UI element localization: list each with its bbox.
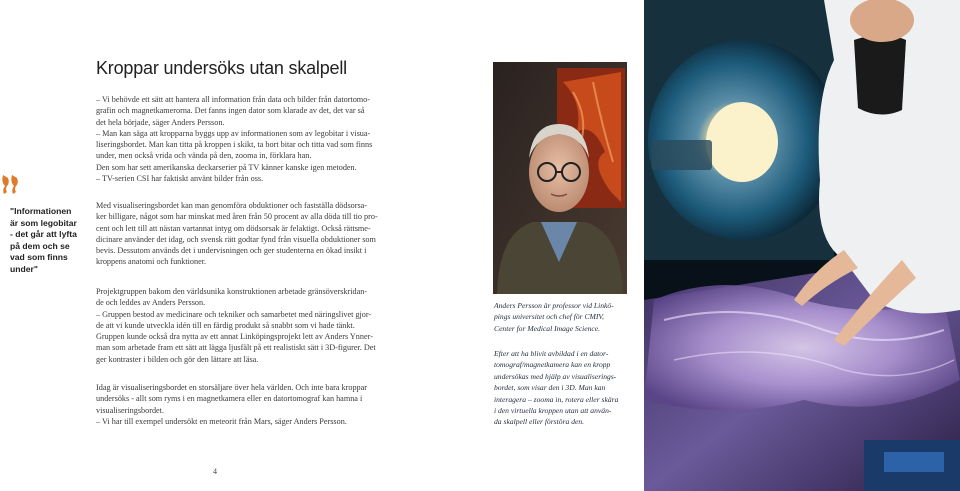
portrait-caption [494,300,634,334]
text-line: Idag är visualiseringsbordet en storsäljare över hela världen. Och inte bara kroppar [96,383,367,392]
visualization-table-photo [644,0,960,491]
caption-line: tomograf/magnetkamera kan en kropp [494,360,611,370]
text-line: – Gruppen bestod av medicinare och tekniker och samarbetet med näringslivet gjor- [96,309,372,319]
caption-line: Anders Persson är professor vid Linkö- [494,301,614,310]
text-line: Med visualiseringsbordet kan man genomföra obduktioner och fastställa dödsorsa- [96,201,368,210]
intro-paragraph [96,94,386,184]
text-line: visualiseringsbordet. [96,405,164,415]
caption-line: Center for Medical Image Science. [494,323,601,333]
text-line: liseringsbordet. Man kan titta på kroppen i skikt, ta bort bitar och titta vad som finns [96,140,373,150]
portrait-photo [493,62,627,294]
text-line: – Vi behövde ett sätt att hantera all information från data och bilder från datortomo- [96,95,370,104]
caption-line: bordet, som visar den i 3D. Man kan [494,383,606,393]
text-line: bevis. Dessutom används det i undervisningen och ger studenterna en ökad insikt i [96,246,367,256]
text-line: – Vi har till exempel undersökt en meteorit från Mars, säger Anders Persson. [96,416,347,426]
caption-line: undersökas med hjälp av visualiserings- [494,371,617,381]
text-line: – Man kan säga att kropparna byggs upp av informationen som av legobitar i visua- [96,128,371,138]
quote-icon [0,172,22,202]
caption-line: i den virtuella kroppen utan att använ- [494,406,612,416]
text-line: man som arbetade fram ett sätt att lägga ljusfält på ett realistiskt sätt i 3D-figurer. Det [96,343,376,353]
article-title: Kroppar undersöks utan skalpell [96,58,347,78]
text-line: ger kontraster i bilden och gör den lättare att läsa. [96,354,259,364]
body-paragraph-4 [96,382,386,427]
text-line: de att vi kunde utveckla idén till en färdig produkt så snabbt som vi hade tänkt. [96,320,355,330]
pull-quote: "Informationen är som legobitar - det går att lyfta på dem och se vad som finns under" [10,206,77,274]
text-line: Projektgruppen bakom den världsunika konstruktionen arbetade gränsöverskridan- [96,287,368,296]
caption-line: da skalpell eller förstöra den. [494,417,585,427]
page-number: 4 [213,467,217,476]
text-line: de och leddes av Anders Persson. [96,298,206,308]
text-line: grafin och magnetkamerorna. Det fanns ingen dator som klarade av det, det var så [96,106,365,116]
text-line: Gruppen kunde också dra nytta av ett annat Linköpingsprojekt lett av Anders Ynner- [96,332,373,342]
text-line: under, men också vrida och vända på den, zooma in, förklara han. [96,151,312,161]
caption-line: interagera – zooma in, rotera eller skära [494,394,619,404]
text-line: – TV-serien CSI har faktiskt använt bilder från oss. [96,174,264,184]
body-paragraph-2 [96,200,386,268]
text-line: ker billigare, något som har minskat med åren från 50 procent av alla döda till tio pro- [96,212,378,222]
text-line: kroppens anatomi och funktioner. [96,257,207,267]
text-line: cent och lett till att nästan vartannat intyg om dödsorsak är felaktigt. Också rättsme- [96,223,371,233]
caption-line: pings universitet och chef för CMIV, [494,312,604,322]
text-line: Den som har sett amerikanska deckarserier på TV känner kanske igen metoden. [96,162,357,172]
table-caption [494,348,634,428]
text-line: det hela började, säger Anders Persson. [96,117,225,127]
body-paragraph-3 [96,286,386,365]
caption-line: Efter att ha blivit avbildad i en dator- [494,349,609,358]
text-line: undersöks - allt som ryms i en magnetkamera eller en datortomograf kan hamna i [96,394,363,404]
text-line: dicinare använder det idag, och svensk rätt godtar fynd från visuella obduktioner som [96,234,376,244]
